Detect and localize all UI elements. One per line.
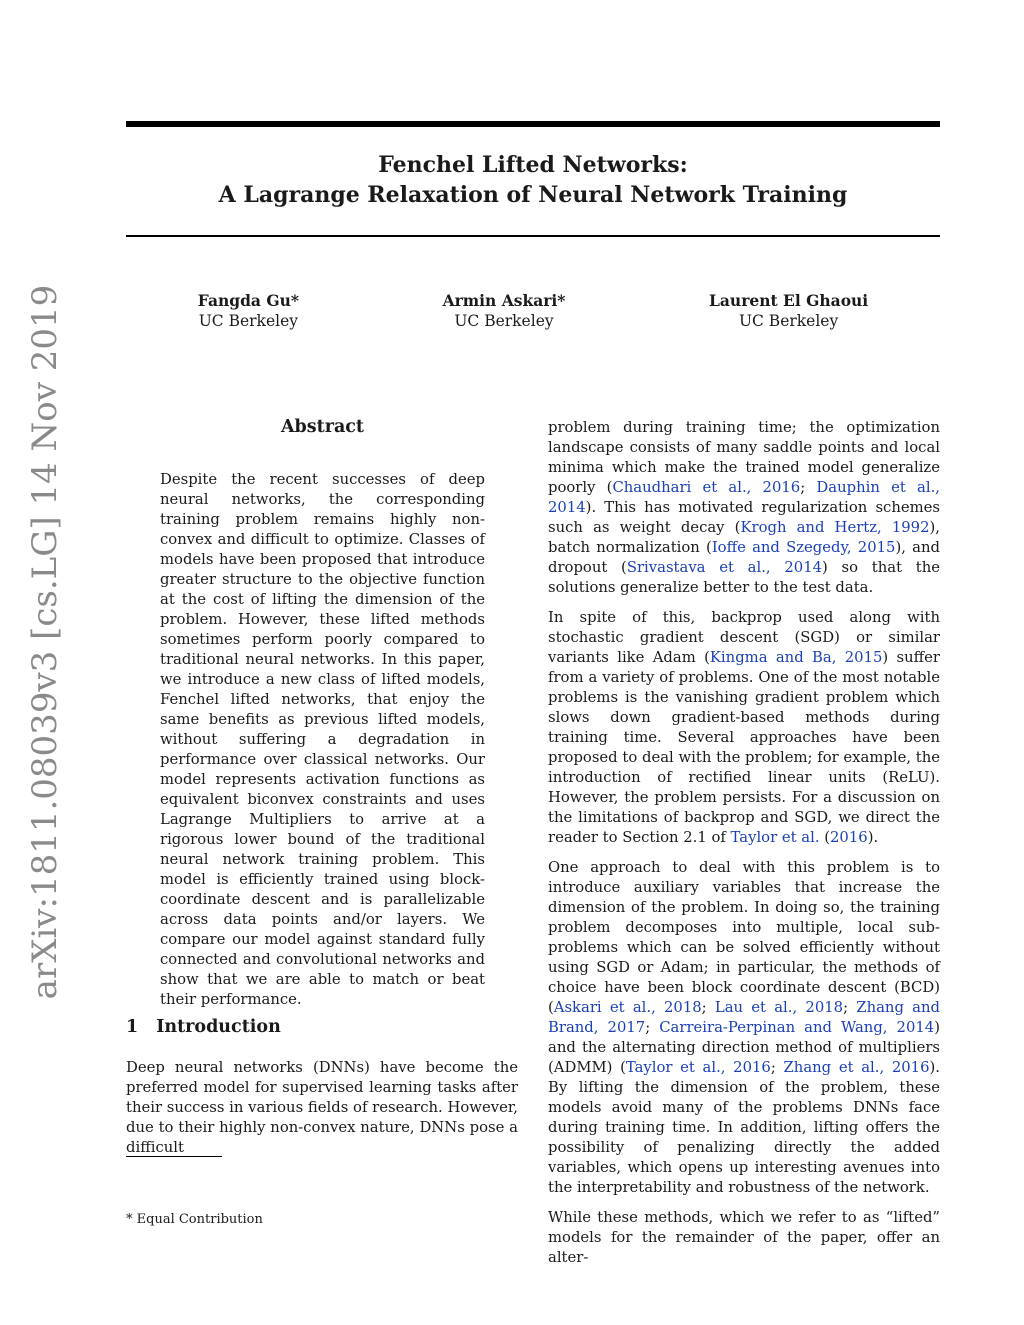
citation-link[interactable]: Taylor et al. — [730, 829, 820, 846]
title-line-2: A Lagrange Relaxation of Neural Network Training — [218, 182, 848, 208]
author-3 — [709, 290, 868, 332]
abstract-text: Despite the recent successes of deep neural networks, the corresponding training problem remains highly non-convex and difficult to optimize. Classes of models have been proposed that introduce greater structure to the objective function at the cost of lifting the dimension of the problem. However, these lifted methods sometimes perform poorly compared to traditional neural networks. In this paper, we introduce a new class of lifted models, Fenchel lifted networks, that enjoy the same benefits as previous lifted models, without suffering a degradation in performance over classical networks. Our model represents activation functions as equivalent biconvex constraints and uses Lagrange Multipliers to arrive at a rigorous lower bound of the traditional neural network training problem. This model is efficiently trained using block-coordinate descent and is parallelizable across data points and/or layers. We compare our model against standard fully connected and convolutional networks and show that we are able to match or beat their performance. — [160, 471, 485, 1008]
paragraph-text: In spite of this, backprop used along with stochastic gradient descent (SGD) or similar variants like Adam ( — [548, 609, 940, 666]
section-number: 1 — [126, 1017, 139, 1037]
citation-link[interactable]: Carreira-Perpinan and Wang, 2014 — [659, 1019, 935, 1036]
citation-link[interactable]: Lau et al., 2018 — [714, 999, 844, 1016]
author-name: Fangda Gu* — [197, 291, 299, 310]
paragraph-text: One approach to deal with this problem is to introduce auxiliary variables that increase the dimension of the problem. In doing so, the training problem decomposes into multiple, local sub-problems which can be solved efficiently without using SGD or Adam; in particular, the methods of choice have been block coordinate descent (BCD) ( — [548, 859, 940, 1016]
paragraph-text: ( — [819, 829, 831, 846]
arxiv-identifier: arXiv:1811.08039v3 [cs.LG] 14 Nov 2019 — [25, 284, 65, 1000]
author-affiliation: UC Berkeley — [454, 312, 554, 330]
footnote: * Equal Contribution — [126, 1212, 263, 1227]
intro-paragraph-1 — [548, 418, 940, 598]
author-affiliation: UC Berkeley — [198, 312, 299, 330]
paragraph-text: ; — [645, 1019, 660, 1036]
paragraph-text: ; — [770, 1059, 784, 1076]
paragraph-text: ). By lifting the dimension of the problem, these models avoid many of the problems DNNs face during training time. In addition, lifting offers the possibility of penalizing directly the added variables, which opens up interesting avenues into the interpretability and robustness of the network. — [548, 1059, 940, 1196]
paragraph-text: ; — [800, 479, 817, 496]
paragraph-text: ), and dropout ( — [548, 539, 940, 576]
author-affiliation: UC Berkeley — [738, 312, 839, 330]
citation-link[interactable]: Kingma and Ba, 2015 — [709, 649, 883, 666]
paragraph-text: ). — [867, 829, 879, 846]
title-top-rule — [126, 121, 940, 127]
abstract-heading: Abstract — [280, 417, 365, 437]
citation-link[interactable]: 2016 — [830, 829, 868, 846]
paragraph-text: ). This has motivated regularization schemes such as weight decay ( — [548, 499, 940, 536]
paragraph-text: ; — [843, 999, 857, 1016]
citation-link[interactable]: Zhang and Brand, 2017 — [548, 999, 940, 1036]
intro-paragraph-2 — [548, 608, 940, 848]
citation-link[interactable]: Ioffe and Szegedy, 2015 — [711, 539, 896, 556]
paragraph-text: problem during training time; the optimization landscape consists of many saddle points and local minima which make the trained model generalize poorly ( — [548, 419, 940, 496]
author-2 — [443, 290, 566, 332]
citation-link[interactable]: Krogh and Hertz, 1992 — [740, 519, 930, 536]
intro-paragraph-3 — [548, 858, 940, 1198]
author-name: Armin Askari* — [442, 291, 566, 310]
author-name: Laurent El Ghaoui — [708, 291, 869, 310]
author-list — [126, 290, 940, 332]
paragraph-text: ), batch normalization ( — [548, 519, 940, 556]
paragraph-text: ) so that the solutions generalize better to the test data. — [548, 559, 940, 596]
right-column — [548, 418, 940, 1278]
citation-link[interactable]: Askari et al., 2018 — [553, 999, 702, 1016]
intro-paragraph-4: While these methods, which we refer to as “lifted” models for the remainder of the paper, offer an alter- — [548, 1209, 940, 1266]
citation-link[interactable]: Taylor et al., 2016 — [625, 1059, 771, 1076]
citation-link[interactable]: Chaudhari et al., 2016 — [612, 479, 801, 496]
citation-link[interactable]: Srivastava et al., 2014 — [626, 559, 823, 576]
footnote-rule — [126, 1156, 222, 1157]
author-1 — [198, 290, 299, 332]
paper-title — [126, 150, 940, 210]
section-heading-introduction — [126, 1015, 516, 1039]
paragraph-text: ; — [701, 999, 715, 1016]
paragraph-text: ) and the alternating direction method of multipliers (ADMM) ( — [548, 1019, 940, 1076]
intro-paragraph-left: Deep neural networks (DNNs) have become the preferred model for supervised learning tasks after their success in various fields of research. However, due to their highly non-convex nature, DNNs pose a difficult — [126, 1059, 518, 1156]
paragraph-text: ) suffer from a variety of problems. One of the most notable problems is the vanishing gradient problem which slows down gradient-based methods during training time. Several approaches have been proposed to deal with the problem; for example, the introduction of rectified linear units (ReLU). However, the problem persists. For a discussion on the limitations of backprop and SGD, we direct the reader to Section 2.1 of — [548, 649, 940, 846]
citation-link[interactable]: Dauphin et al., 2014 — [548, 479, 940, 516]
section-title: Introduction — [156, 1017, 281, 1037]
citation-link[interactable]: Zhang et al., 2016 — [783, 1059, 930, 1076]
title-line-1: Fenchel Lifted Networks: — [378, 152, 688, 178]
title-bottom-rule — [126, 235, 940, 237]
